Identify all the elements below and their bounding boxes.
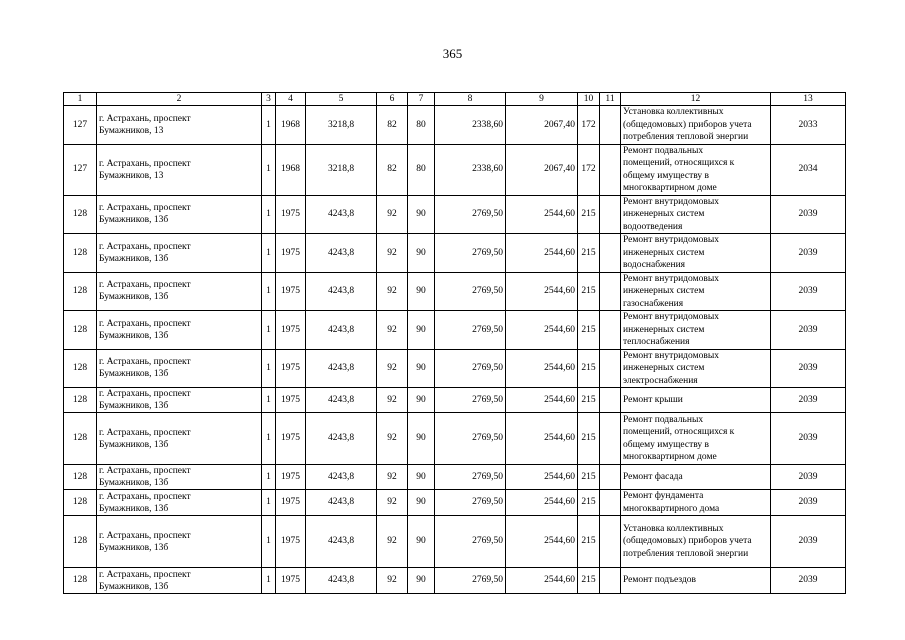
address-line: Бумажников, 13 [99,170,164,181]
build-year: 1975 [276,388,306,413]
header-cell: 6 [377,93,408,106]
table-row [64,349,846,388]
cell-col9: 2544,60 [506,413,578,465]
table-row [64,490,846,516]
work-type-line: электроснабжения [623,375,698,386]
work-type-cell [621,465,771,490]
plan-year: 2033 [771,106,846,145]
work-type-line: общему имуществу в [623,170,710,181]
cell-col6: 92 [377,195,408,234]
address-line: Бумажников, 13б [99,542,169,553]
work-type-cell [621,144,771,195]
cell-col3: 1 [262,272,276,311]
header-cell: 7 [408,93,435,106]
work-type-line: (общедомовых) приборов учета [623,536,752,547]
build-year: 1968 [276,106,306,145]
cell-col9: 2544,60 [506,349,578,388]
address-line: г. Астрахань, проспект [99,203,191,214]
cell-col10: 215 [578,388,600,413]
cell-col6: 92 [377,490,408,516]
cell-col11 [600,413,621,465]
work-type-line: Ремонт крыши [623,394,683,405]
build-year: 1975 [276,516,306,568]
cell-col7: 90 [408,413,435,465]
work-type-line: водоотведения [623,221,683,232]
total-area: 4243,8 [306,388,377,413]
total-area: 4243,8 [306,568,377,594]
work-type-cell [621,311,771,350]
cell-col11 [600,349,621,388]
cell-col11 [600,106,621,145]
table-row [64,106,846,145]
cell-col11 [600,388,621,413]
work-type-line: Ремонт внутридомовых [623,273,719,284]
cell-col11 [600,465,621,490]
work-type-line: Ремонт внутридомовых [623,350,719,361]
address-line: г. Астрахань, проспект [99,241,191,252]
plan-year: 2039 [771,349,846,388]
build-year: 1975 [276,195,306,234]
total-area: 4243,8 [306,272,377,311]
plan-year: 2039 [771,516,846,568]
work-type-line: инженерных систем [623,324,705,335]
cell-col10: 215 [578,568,600,594]
cell-col10: 172 [578,144,600,195]
address-cell [97,490,262,516]
total-area: 3218,8 [306,106,377,145]
work-type-line: потребления тепловой энергии [623,132,749,142]
cell-col9: 2544,60 [506,195,578,234]
address-line: г. Астрахань, проспект [99,389,191,399]
cell-col9: 2067,40 [506,106,578,145]
row-number: 128 [64,311,97,350]
header-cell: 8 [435,93,506,106]
cell-col7: 90 [408,465,435,490]
row-number: 128 [64,195,97,234]
cell-col8: 2769,50 [435,195,506,234]
cell-col7: 90 [408,195,435,234]
cell-col7: 90 [408,311,435,350]
work-type-line: Ремонт подъездов [623,575,697,586]
work-type-line: потребления тепловой энергии [623,548,749,559]
build-year: 1975 [276,465,306,490]
build-year: 1975 [276,234,306,273]
cell-col8: 2769,50 [435,568,506,594]
cell-col8: 2769,50 [435,388,506,413]
build-year: 1975 [276,349,306,388]
cell-col11 [600,234,621,273]
build-year: 1975 [276,490,306,516]
cell-col10: 215 [578,195,600,234]
cell-col6: 92 [377,311,408,350]
cell-col8: 2769,50 [435,272,506,311]
table-row [64,465,846,490]
cell-col7: 90 [408,388,435,413]
address-line: г. Астрахань, проспект [99,530,191,541]
header-cell: 11 [600,93,621,106]
address-line: г. Астрахань, проспект [99,569,191,580]
address-line: г. Астрахань, проспект [99,318,191,329]
build-year: 1975 [276,413,306,465]
row-number: 128 [64,490,97,516]
cell-col6: 92 [377,568,408,594]
table-row [64,311,846,350]
cell-col7: 90 [408,516,435,568]
cell-col10: 215 [578,272,600,311]
row-number: 128 [64,413,97,465]
table-body [64,106,846,594]
build-year: 1975 [276,568,306,594]
address-line: Бумажников, 13б [99,369,169,380]
cell-col7: 90 [408,272,435,311]
cell-col7: 90 [408,568,435,594]
cell-col9: 2544,60 [506,568,578,594]
cell-col6: 92 [377,413,408,465]
work-type-line: Ремонт фундамента [623,491,704,501]
row-number: 128 [64,234,97,273]
address-line: Бумажников, 13б [99,330,169,341]
work-type-line: Ремонт подвальных [623,145,704,156]
work-type-cell [621,568,771,594]
cell-col3: 1 [262,144,276,195]
cell-col8: 2769,50 [435,516,506,568]
row-number: 128 [64,272,97,311]
work-type-line: инженерных систем [623,209,705,219]
work-type-cell [621,413,771,465]
cell-col6: 92 [377,388,408,413]
cell-col10: 215 [578,311,600,350]
cell-col10: 215 [578,413,600,465]
address-cell [97,349,262,388]
work-type-line: помещений, относящихся к [623,158,735,168]
plan-year: 2039 [771,195,846,234]
cell-col3: 1 [262,311,276,350]
cell-col11 [600,195,621,234]
cell-col8: 2338,60 [435,144,506,195]
table-row [64,568,846,594]
work-type-line: Ремонт внутридомовых [623,196,719,207]
work-type-line: Ремонт внутридомовых [623,235,719,245]
table-row [64,413,846,465]
cell-col11 [600,490,621,516]
header-cell: 2 [97,93,262,106]
cell-col10: 215 [578,349,600,388]
table-row [64,234,846,273]
plan-year: 2034 [771,144,846,195]
address-cell [97,234,262,273]
address-cell [97,388,262,413]
build-year: 1968 [276,144,306,195]
cell-col10: 215 [578,234,600,273]
header-cell: 12 [621,93,771,106]
registry-table [63,92,846,594]
cell-col11 [600,568,621,594]
address-line: г. Астрахань, проспект [99,466,191,476]
plan-year: 2039 [771,490,846,516]
cell-col3: 1 [262,568,276,594]
work-type-line: помещений, относящихся к [623,427,735,437]
cell-col3: 1 [262,465,276,490]
header-cell: 4 [276,93,306,106]
header-cell: 3 [262,93,276,106]
cell-col11 [600,144,621,195]
header-cell: 10 [578,93,600,106]
cell-col9: 2544,60 [506,490,578,516]
cell-col3: 1 [262,234,276,273]
cell-col8: 2769,50 [435,465,506,490]
cell-col3: 1 [262,388,276,413]
work-type-cell [621,272,771,311]
address-line: г. Астрахань, проспект [99,158,191,169]
address-cell [97,568,262,594]
cell-col3: 1 [262,349,276,388]
row-number: 128 [64,568,97,594]
work-type-line: газоснабжения [623,298,684,309]
cell-col11 [600,516,621,568]
address-line: г. Астрахань, проспект [99,491,191,502]
work-type-line: общему имуществу в [623,439,710,450]
row-number: 128 [64,465,97,490]
work-type-line: инженерных систем [623,363,705,373]
header-cell: 5 [306,93,377,106]
work-type-cell [621,516,771,568]
cell-col8: 2769,50 [435,234,506,273]
header-row [64,93,846,106]
header-cell: 9 [506,93,578,106]
address-line: г. Астрахань, проспект [99,280,191,291]
total-area: 4243,8 [306,465,377,490]
address-line: Бумажников, 13б [99,439,169,450]
cell-col6: 92 [377,234,408,273]
address-cell [97,413,262,465]
work-type-line: многоквартирном доме [623,452,717,462]
work-type-line: инженерных систем [623,286,705,296]
plan-year: 2039 [771,234,846,273]
cell-col8: 2338,60 [435,106,506,145]
cell-col9: 2544,60 [506,516,578,568]
address-cell [97,272,262,311]
cell-col6: 82 [377,106,408,145]
work-type-cell [621,388,771,413]
build-year: 1975 [276,311,306,350]
plan-year: 2039 [771,465,846,490]
address-cell [97,465,262,490]
cell-col9: 2544,60 [506,311,578,350]
address-line: Бумажников, 13б [99,478,169,488]
address-cell [97,144,262,195]
cell-col7: 90 [408,490,435,516]
cell-col9: 2544,60 [506,234,578,273]
work-type-cell [621,490,771,516]
row-number: 128 [64,349,97,388]
cell-col6: 92 [377,516,408,568]
row-number: 127 [64,106,97,145]
work-type-line: Ремонт фасада [623,471,683,482]
work-type-cell [621,195,771,234]
address-line: г. Астрахань, проспект [99,357,191,368]
header-cell: 13 [771,93,846,106]
cell-col3: 1 [262,413,276,465]
page-number: 365 [442,46,463,61]
cell-col3: 1 [262,195,276,234]
address-line: Бумажников, 13б [99,215,169,226]
plan-year: 2039 [771,272,846,311]
cell-col6: 92 [377,465,408,490]
cell-col9: 2067,40 [506,144,578,195]
cell-col10: 215 [578,490,600,516]
address-line: Бумажников, 13б [99,253,169,264]
total-area: 4243,8 [306,195,377,234]
table-row [64,388,846,413]
plan-year: 2039 [771,413,846,465]
total-area: 3218,8 [306,144,377,195]
table-row [64,195,846,234]
cell-col9: 2544,60 [506,388,578,413]
cell-col10: 172 [578,106,600,145]
address-line: Бумажников, 13б [99,401,169,411]
plan-year: 2039 [771,388,846,413]
cell-col11 [600,272,621,311]
work-type-line: инженерных систем [623,247,705,258]
address-cell [97,516,262,568]
row-number: 127 [64,144,97,195]
total-area: 4243,8 [306,349,377,388]
plan-year: 2039 [771,311,846,350]
address-cell [97,106,262,145]
work-type-cell [621,234,771,273]
work-type-line: Ремонт внутридомовых [623,312,719,322]
total-area: 4243,8 [306,413,377,465]
table-row [64,144,846,195]
cell-col3: 1 [262,490,276,516]
cell-col6: 92 [377,272,408,311]
work-type-line: Ремонт подвальных [623,414,704,425]
address-line: Бумажников, 13б [99,581,169,592]
work-type-line: (общедомовых) приборов учета [623,119,752,130]
work-type-line: теплоснабжения [623,337,690,347]
total-area: 4243,8 [306,234,377,273]
total-area: 4243,8 [306,311,377,350]
cell-col3: 1 [262,516,276,568]
row-number: 128 [64,388,97,413]
work-type-line: многоквартирном доме [623,183,717,193]
work-type-line: Установка коллективных [623,107,724,117]
cell-col7: 90 [408,234,435,273]
cell-col7: 80 [408,106,435,145]
cell-col8: 2769,50 [435,349,506,388]
work-type-cell [621,106,771,145]
cell-col3: 1 [262,106,276,145]
build-year: 1975 [276,272,306,311]
address-line: Бумажников, 13 [99,125,164,136]
cell-col11 [600,311,621,350]
address-cell [97,195,262,234]
row-number: 128 [64,516,97,568]
total-area: 4243,8 [306,516,377,568]
cell-col8: 2769,50 [435,311,506,350]
address-line: г. Астрахань, проспект [99,427,191,438]
cell-col9: 2544,60 [506,465,578,490]
address-line: г. Астрахань, проспект [99,113,191,124]
cell-col10: 215 [578,516,600,568]
cell-col6: 92 [377,349,408,388]
cell-col7: 90 [408,349,435,388]
address-line: Бумажников, 13б [99,292,169,303]
cell-col8: 2769,50 [435,490,506,516]
work-type-line: водоснабжения [623,260,686,270]
table-row [64,516,846,568]
total-area: 4243,8 [306,490,377,516]
address-line: Бумажников, 13б [99,503,169,514]
cell-col6: 82 [377,144,408,195]
cell-col8: 2769,50 [435,413,506,465]
work-type-line: многоквартирного дома [623,503,720,514]
plan-year: 2039 [771,568,846,594]
cell-col7: 80 [408,144,435,195]
header-cell: 1 [64,93,97,106]
table-row [64,272,846,311]
address-cell [97,311,262,350]
cell-col9: 2544,60 [506,272,578,311]
work-type-line: Установка коллективных [623,523,724,534]
work-type-cell [621,349,771,388]
cell-col10: 215 [578,465,600,490]
